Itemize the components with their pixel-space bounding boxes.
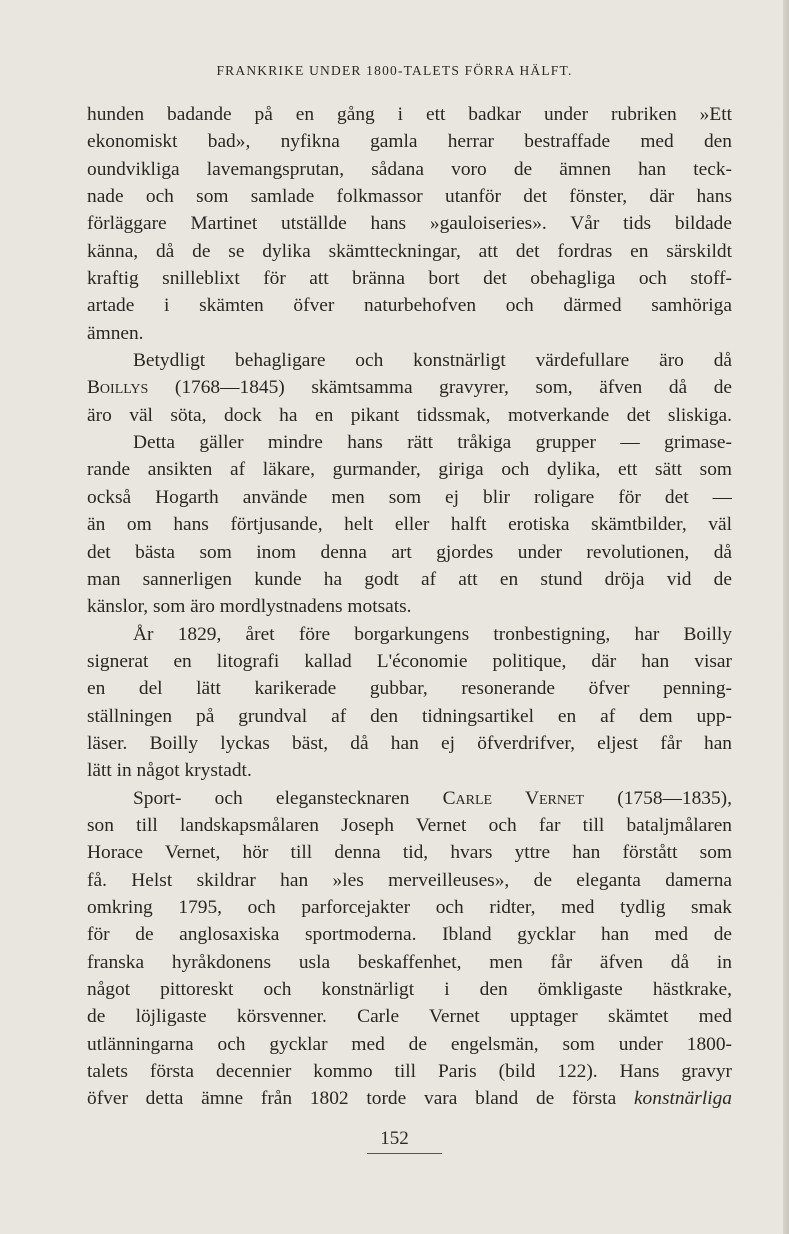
page-number-rule [367, 1153, 442, 1154]
text-line: Horace Vernet, hör till denna tid, hvars yttre han förstått som [87, 842, 732, 864]
text-line: utlänningarna och gycklar med de engelsmän, som under 1800- [87, 1033, 732, 1055]
text-line: man sannerligen kunde ha godt af att en stund dröja vid de [87, 568, 732, 590]
text-line [87, 1085, 732, 1112]
page-number: 152 [380, 1128, 409, 1149]
text-line: äro väl söta, dock ha en pikant tidssmak, motverkande det sliskiga. [87, 404, 732, 426]
text-line: ekonomiskt bad», nyfikna gamla herrar bestraffade med den [87, 131, 732, 153]
text-line: lätt in något krystadt. [87, 760, 252, 782]
name-boillys: Boillys [87, 377, 149, 399]
text-line: en del lätt karikerade gubbar, resonerande öfver penning- [87, 678, 732, 700]
text-line: också Hogarth använde men som ej blir roligare för det — [87, 486, 732, 508]
text-line: läser. Boilly lyckas bäst, då han ej öfverdrifver, eljest får han [87, 732, 732, 754]
text-line: förläggare Martinet utställde hans »gauloiseries». Vår tids bildade [87, 213, 732, 235]
text-line: nade och som samlade folkmassor utanför det fönster, där hans [87, 186, 732, 208]
text-line: för de anglosaxiska sportmoderna. Ibland gycklar han med de [87, 924, 732, 946]
text-line: son till landskapsmålaren Joseph Vernet och far till bataljmålaren [87, 814, 732, 836]
text-line: rande ansikten af läkare, gurmander, giriga och dylika, ett sätt som [87, 459, 732, 481]
line-text: (1758—1835), [584, 787, 732, 809]
text-line: talets första decennier kommo till Paris (bild 122). Hans gravyr [87, 1061, 732, 1083]
text-line: ämnen. [87, 322, 144, 344]
text-line: Detta gäller mindre hans rätt tråkiga grupper — grimase- [133, 432, 732, 454]
text-line: omkring 1795, och parforcejakter och ridter, med tydlig smak [87, 896, 732, 918]
emphasis-text: konstnärliga [633, 1088, 732, 1110]
text-line: signerat en litografi kallad L'économie politique, där han visar [87, 650, 732, 672]
text-line: År 1829, året före borgarkungens tronbestigning, har Boilly [133, 623, 732, 645]
text-line [87, 347, 732, 374]
text-line: känslor, som äro mordlystnadens motsats. [87, 596, 412, 618]
text-line: något pittoreskt och konstnärligt i den ömkligaste hästkrake, [87, 979, 732, 1000]
line-text: öfver detta ämne från 1802 torde vara bland de första [87, 1088, 634, 1110]
text-line: de löjligaste körsvenner. Carle Vernet upptager skämtet med [87, 1006, 732, 1028]
text-line: ställningen på grundval af den tidningsartikel en af dem upp- [87, 705, 732, 727]
line-text: Betydligt behagligare och konstnärligt värdefullare äro då [133, 350, 732, 372]
text-line: artade i skämten öfver naturbehofven och därmed samhöriga [87, 295, 732, 317]
text-line: få. Helst skildrar han »les merveilleuses», de eleganta damerna [87, 869, 732, 891]
text-line [87, 374, 732, 401]
text-line: franska hyråkdonens usla beskaffenhet, men får äfven då in [87, 951, 732, 973]
text-line: det bästa som inom denna art gjordes under revolutionen, då [87, 541, 732, 563]
text-line: kraftig snilleblixt för att bränna bort det obehagliga och stoff- [87, 268, 732, 290]
line-text: (1768—1845) skämtsamma gravyrer, som, äfven då de [148, 377, 732, 399]
page-edge [783, 0, 789, 1234]
text-line: än om hans förtjusande, helt eller halft erotiska skämtbilder, väl [87, 514, 732, 536]
text-line: hunden badande på en gång i ett badkar under rubriken »Ett [87, 104, 732, 125]
line-text: Sport- och eleganstecknaren [133, 787, 443, 809]
name-carle-vernet: Carle Vernet [442, 787, 585, 809]
text-line [87, 785, 732, 812]
text-line: känna, då de se dylika skämtteckningar, att det fordras en särskildt [87, 240, 732, 262]
body-text [87, 101, 732, 1113]
running-head: FRANKRIKE UNDER 1800-TALETS FÖRRA HÄLFT. [216, 63, 573, 78]
text-line: oundvikliga lavemangsprutan, sådana voro de ämnen han teck- [87, 158, 732, 180]
